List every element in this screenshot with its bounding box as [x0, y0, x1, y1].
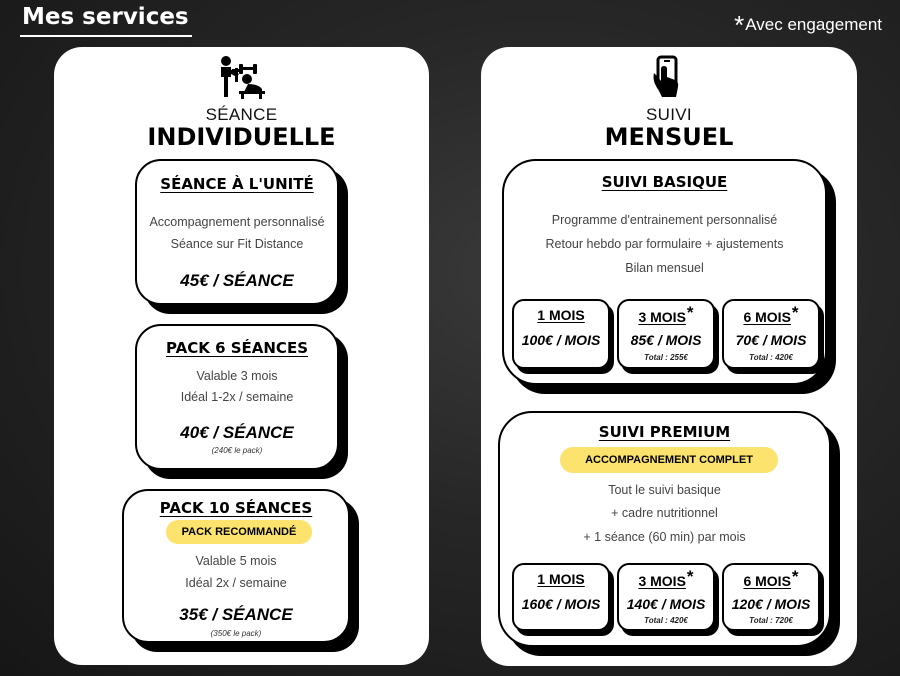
card-pack-note: (240€ le pack): [211, 446, 263, 455]
option-total: Total : 420€: [749, 353, 793, 362]
option-price: 70€ / MOIS: [735, 332, 807, 348]
card-line: Séance sur Fit Distance: [170, 237, 304, 251]
engagement-note: [734, 10, 882, 41]
option-duration: 1 MOIS: [537, 571, 585, 587]
option-duration: 1 MOIS: [537, 307, 585, 323]
premium-option-3-months[interactable]: [617, 563, 715, 631]
card-title: SÉANCE À L'UNITÉ: [160, 175, 314, 193]
basic-option-1-month[interactable]: [512, 299, 610, 369]
card-line: Idéal 2x / semaine: [185, 576, 287, 590]
card-line: Retour hebdo par formulaire + ajustements: [545, 237, 784, 251]
card-price: 35€ / SÉANCE: [179, 605, 293, 624]
option-total: Total : 255€: [644, 353, 688, 362]
option-total: Total : 720€: [749, 616, 793, 625]
card-line: Valable 5 mois: [195, 554, 277, 568]
complete-coaching-badge: ACCOMPAGNEMENT COMPLET: [560, 447, 778, 473]
card-line: Valable 3 mois: [196, 369, 278, 383]
card-line: Idéal 1-2x / semaine: [180, 390, 294, 404]
pack-6-card[interactable]: [135, 324, 339, 470]
option-price: 160€ / MOIS: [521, 596, 601, 612]
title-underline: [20, 35, 192, 37]
card-line: Accompagnement personnalisé: [149, 215, 325, 229]
page-title: Mes services: [22, 4, 189, 30]
basic-option-6-months[interactable]: [722, 299, 820, 369]
panel-subtitle: SUIVI: [646, 105, 692, 124]
option-duration: 6 MOIS*: [743, 567, 799, 589]
recommended-badge: PACK RECOMMANDÉ: [166, 520, 312, 544]
individual-sessions-panel: [54, 47, 429, 665]
session-unit-card[interactable]: [135, 159, 339, 305]
option-price: 100€ / MOIS: [521, 332, 601, 348]
panel-subtitle: SÉANCE: [205, 105, 278, 124]
card-line: + 1 séance (60 min) par mois: [583, 530, 746, 544]
option-price: 120€ / MOIS: [731, 596, 811, 612]
option-total: Total : 420€: [644, 616, 688, 625]
card-pack-note: (350€ le pack): [210, 629, 262, 638]
premium-plan-card[interactable]: [498, 411, 831, 647]
card-price: 40€ / SÉANCE: [180, 423, 294, 442]
basic-plan-card[interactable]: [502, 159, 827, 385]
option-price: 140€ / MOIS: [626, 596, 706, 612]
option-duration: 6 MOIS*: [743, 303, 799, 325]
basic-option-3-months[interactable]: [617, 299, 715, 369]
premium-option-1-month[interactable]: [512, 563, 610, 631]
option-price: 85€ / MOIS: [630, 332, 702, 348]
option-duration: 3 MOIS*: [638, 567, 694, 589]
panel-title: INDIVIDUELLE: [147, 123, 336, 151]
card-title: SUIVI BASIQUE: [601, 173, 728, 191]
card-line: + cadre nutritionnel: [611, 506, 718, 520]
phone-hand-icon: [649, 55, 689, 104]
weightlifting-coach-icon: [217, 55, 267, 104]
premium-option-6-months[interactable]: [722, 563, 820, 631]
asterisk: *: [734, 10, 745, 40]
pack-10-card[interactable]: [122, 489, 350, 643]
panel-title: MENSUEL: [604, 123, 734, 151]
card-line: Tout le suivi basique: [608, 483, 721, 497]
card-title: SUIVI PREMIUM: [598, 423, 731, 441]
card-title: PACK 10 SÉANCES: [159, 499, 313, 517]
card-line: Bilan mensuel: [625, 261, 704, 275]
option-duration: 3 MOIS*: [638, 303, 694, 325]
card-line: Programme d'entrainement personnalisé: [551, 213, 778, 227]
engagement-note-text: Avec engagement: [745, 15, 882, 34]
card-title: PACK 6 SÉANCES: [165, 339, 308, 357]
monthly-coaching-panel: [481, 47, 857, 666]
card-price: 45€ / SÉANCE: [180, 271, 294, 290]
